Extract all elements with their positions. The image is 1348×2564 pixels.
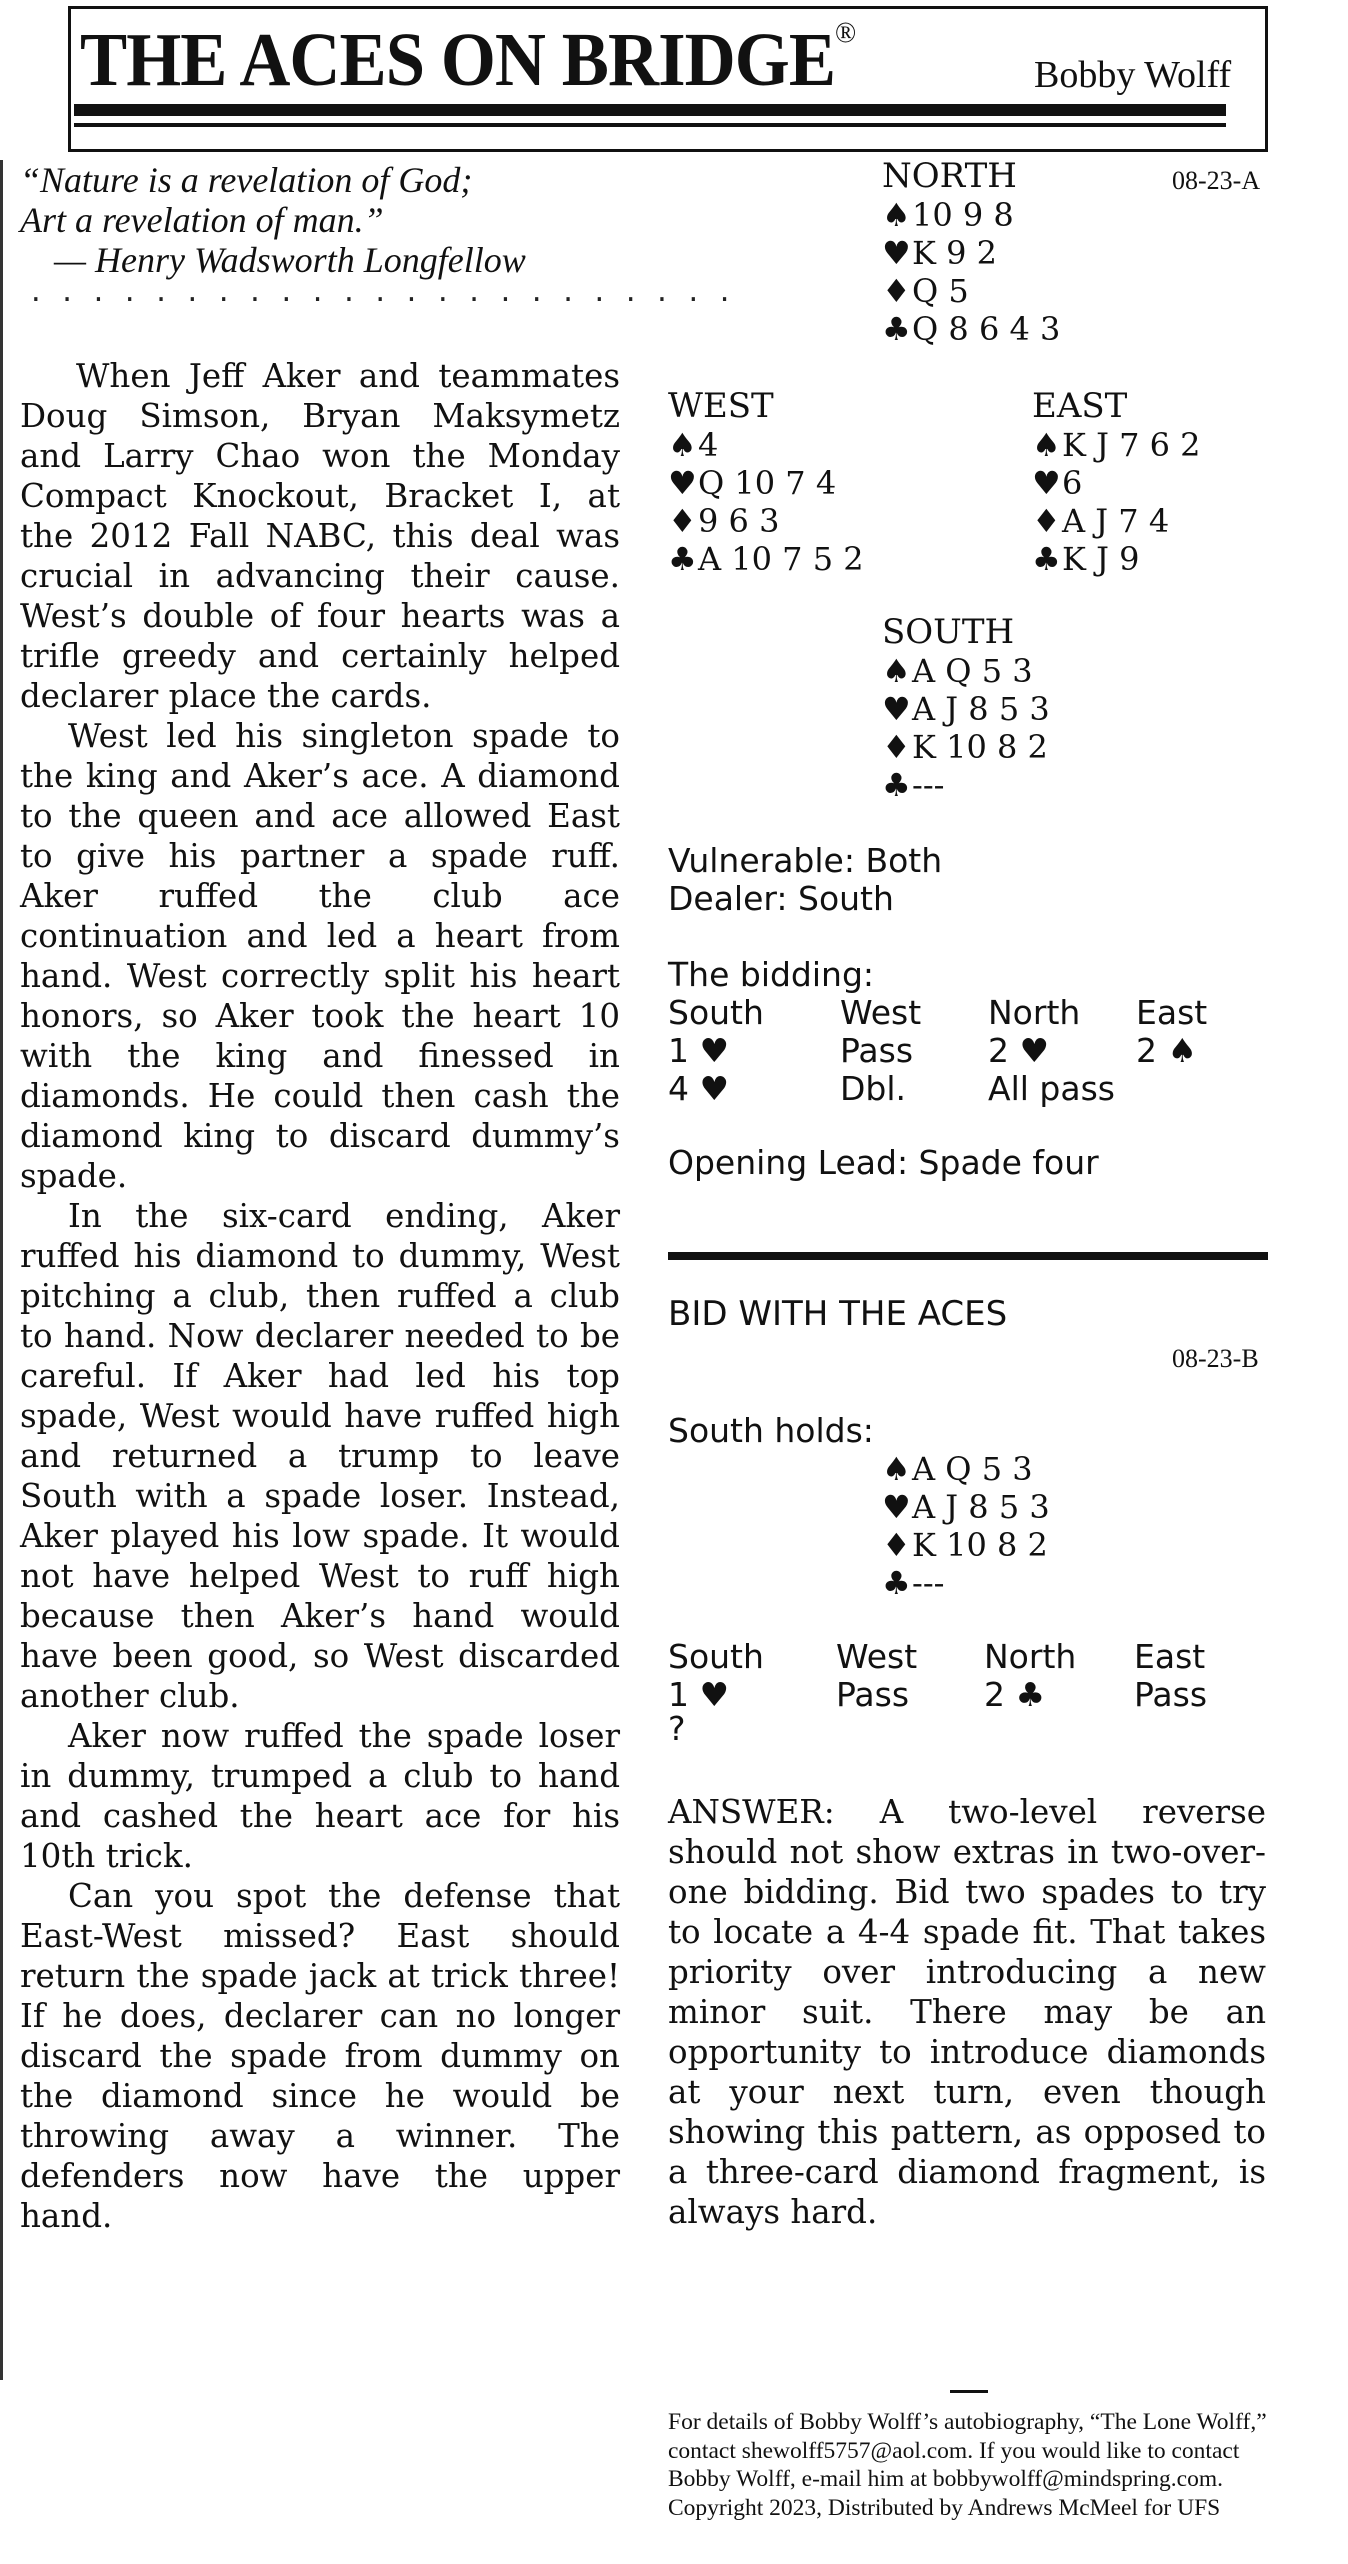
problem-hand: ♠A Q 5 3 ♥A J 8 5 3 ♦K 10 8 2 ♣--- [882,1450,1050,1602]
bid-cell: Dbl. [840,1069,907,1108]
spade-icon: ♠ [882,196,911,234]
bid-cell: 2 ♥ [988,1031,1050,1070]
footer-details: For details of Bobby Wolff’s autobiography, “The Lone Wolff,” contact shewolff5757@aol.com. If you would like to contact Bobby Wolff, e-mail him at bobbywolff@mindspring.com. [668,2409,1267,2492]
bidding-header: South [668,1637,764,1676]
bid-cell: Pass [1134,1675,1208,1714]
vulnerability: Vulnerable: Both [668,841,943,880]
column-title: THE ACES ON BRIDGE® [80,16,856,102]
bid-cell: 1 ♥ [668,1675,730,1714]
diamond-icon: ♦ [882,1526,911,1564]
diamond-icon: ♦ [882,272,911,310]
bid-cell: All pass [988,1069,1115,1108]
club-icon: ♣ [1032,540,1061,578]
article-paragraph: When Jeff Aker and teammates Doug Simson, Bryan Maksymetz and Larry Chao won the Monday Compact Knockout, Bracket I, at the 2012 Fall NABC, this deal was crucial in advancing their cause. West’s double of four hearts was a trifle greedy and certainly helped declarer place the cards. [20,357,620,715]
bid-cell: 1 ♥ [668,1031,730,1070]
south-holds-label: South holds: [668,1411,874,1450]
dotted-divider: . . . . . . . . . . . . . . . . . . . . . . . [28,278,733,308]
bid-cell: ? [668,1709,686,1748]
footer-dash [950,2390,988,2393]
hand-label: WEST [668,386,774,426]
club-icon: ♣ [882,766,911,804]
bid-cell: 2 ♠ [1136,1031,1198,1070]
heart-icon: ♥ [1032,464,1061,502]
bidding-header: East [1134,1637,1206,1676]
heart-icon: ♥ [882,690,911,728]
page-edge-line [0,160,3,2380]
epigraph-quote [20,160,660,280]
masthead-rule-thick [74,104,1226,116]
quote-line-2: Art a revelation of man.” [20,200,384,240]
diamond-icon: ♦ [882,728,911,766]
hand-label: NORTH [882,156,1017,196]
bid-cell: 4 ♥ [668,1069,730,1108]
footer-notes [668,2408,1268,2522]
article-paragraph: In the six-card ending, Aker ruffed his diamond to dummy, West pitching a club, then ruffed a club to hand. Now declarer needed to be careful. If Aker had led his top spade, West would have ruffed high and returned a trump to leave South with a spade loser. Instead, Aker played his low spade. It would not have helped West to ruff high because then Aker’s hand would have been good, so West discarded another club. [20,1197,620,1715]
club-icon: ♣ [882,310,911,348]
hand-label: SOUTH [882,612,1015,652]
bidding-table [668,994,1268,1114]
bidding-header: North [984,1637,1077,1676]
article-paragraph: West led his singleton spade to the king and Aker’s ace. A diamond to the queen and ace allowed East to give his partner a spade ruff. Aker ruffed the club ace continuation and led a heart from hand. West correctly split his heart honors, so Aker took the heart 10 with the king and finessed in diamonds. He could then cash the diamond king to discard dummy’s spade. [20,717,620,1195]
section-divider [668,1252,1268,1260]
heart-icon: ♥ [882,234,911,272]
bidding-header: East [1136,993,1208,1032]
article-body [20,356,620,2236]
article-paragraph: Aker now ruffed the spade loser in dummy, trumped a club to hand and cashed the heart ace for his 10th trick. [20,1717,620,1875]
diamond-icon: ♦ [1032,502,1061,540]
hand-west: WEST ♠4 ♥Q 10 7 4 ♦9 6 3 ♣A 10 7 5 2 [668,386,864,578]
bid-cell: Pass [840,1031,914,1070]
heart-icon: ♥ [882,1488,911,1526]
bid-cell: 2 ♣ [984,1675,1046,1714]
spade-icon: ♠ [882,652,911,690]
spade-icon: ♠ [1032,426,1061,464]
hand-east: EAST ♠K J 7 6 2 ♥6 ♦A J 7 4 ♣K J 9 [1032,386,1201,578]
bid-cell: Pass [836,1675,910,1714]
bidding-header: North [988,993,1081,1032]
quote-attribution: — Henry Wadsworth Longfellow [54,240,526,280]
quote-line-1: “Nature is a revelation of God; [20,160,473,200]
deal-id: 08-23-A [1172,166,1261,195]
dealer: Dealer: South [668,879,894,918]
heart-icon: ♥ [668,464,697,502]
bidding-header: West [836,1637,918,1676]
bidding-header: South [668,993,764,1032]
bid-answer: ANSWER: A two-level reverse should not show extras in two-over-one bidding. Bid two spades to try to locate a 4-4 spade fit. That takes priority over introducing a new minor suit. There may be an opportunity to introduce diamonds at your next turn, even though showing this pattern, as opposed to a three-card diamond fragment, is always hard. [668,1793,1266,2231]
bidding-header: West [840,993,922,1032]
footer-copyright: Copyright 2023, Distributed by Andrews McMeel for UFS [668,2494,1221,2521]
club-icon: ♣ [668,540,697,578]
bid-section-title: BID WITH THE ACES [668,1294,1008,1334]
hand-label: EAST [1032,386,1128,426]
spade-icon: ♠ [668,426,697,464]
club-icon: ♣ [882,1564,911,1602]
registered-mark: ® [835,16,856,49]
hand-north: NORTH ♠10 9 8 ♥K 9 2 ♦Q 5 ♣Q 8 6 4 3 [882,156,1061,348]
opening-lead: Opening Lead: Spade four [668,1143,1099,1182]
bidding-title: The bidding: [668,955,875,994]
article-paragraph: Can you spot the defense that East-West missed? East should return the spade jack at trick three! If he does, declarer can no longer discard the spade from dummy on the diamond since he would be throwing away a winner. The defenders now have the upper hand. [20,1877,620,2235]
masthead-rule-thin [74,123,1226,127]
column-author: Bobby Wolff [1034,54,1232,96]
spade-icon: ♠ [882,1450,911,1488]
diamond-icon: ♦ [668,502,697,540]
hand-south: SOUTH ♠A Q 5 3 ♥A J 8 5 3 ♦K 10 8 2 ♣--- [882,612,1050,804]
problem-bidding-table [668,1638,1268,1758]
bid-problem-id: 08-23-B [1172,1344,1259,1373]
